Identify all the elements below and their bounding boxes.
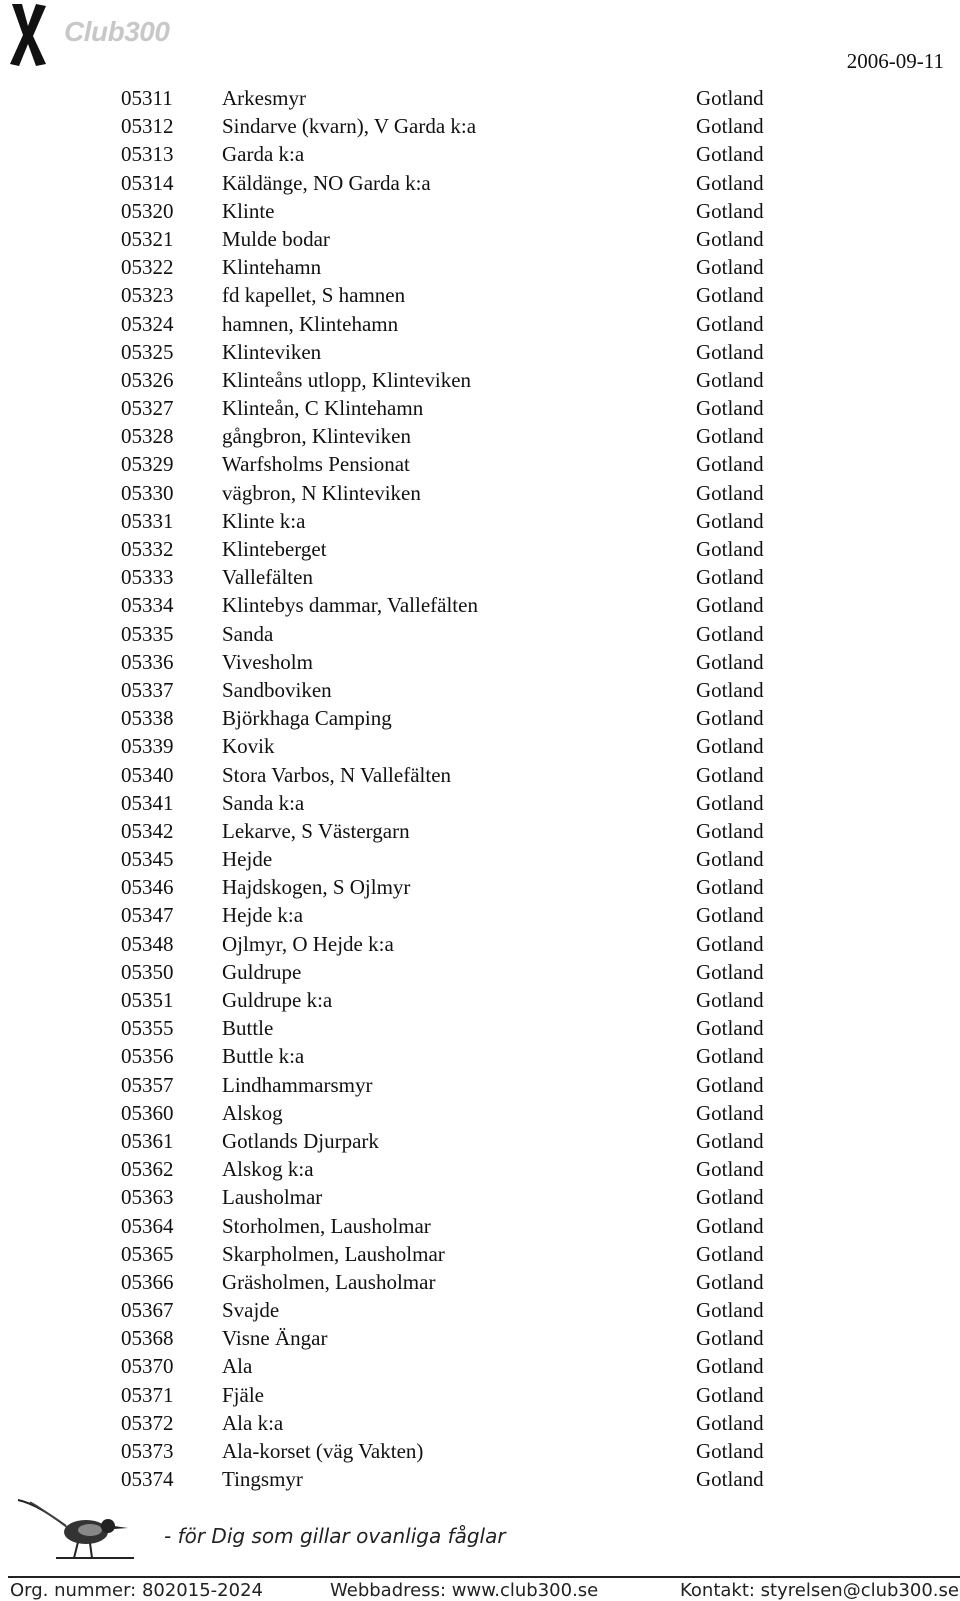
site-region: Gotland [696, 677, 764, 702]
table-row [0, 479, 960, 507]
site-region: Gotland [696, 1410, 764, 1435]
table-row [0, 1352, 960, 1380]
site-region: Gotland [696, 1382, 764, 1407]
site-region: Gotland [696, 1467, 764, 1492]
table-row [0, 817, 960, 845]
table-row [0, 1240, 960, 1268]
site-name: Sanda k:a [222, 790, 305, 815]
site-code: 05361 [121, 1128, 174, 1153]
table-row [0, 676, 960, 704]
site-region: Gotland [696, 1185, 764, 1210]
site-code: 05371 [121, 1382, 174, 1407]
table-row [0, 789, 960, 817]
table-row [0, 1437, 960, 1465]
table-row [0, 732, 960, 760]
site-region: Gotland [696, 762, 764, 787]
site-region: Gotland [696, 706, 764, 731]
site-code: 05334 [121, 593, 174, 618]
logo-text: Club300 [64, 16, 170, 47]
site-region: Gotland [696, 565, 764, 590]
site-name: Skarpholmen, Lausholmar [222, 1241, 445, 1266]
site-region: Gotland [696, 593, 764, 618]
site-code: 05313 [121, 142, 174, 167]
site-name: Vivesholm [222, 649, 313, 674]
site-code: 05360 [121, 1100, 174, 1125]
page-header [0, 0, 960, 80]
site-name: Björkhaga Camping [222, 706, 392, 731]
site-code: 05332 [121, 537, 174, 561]
site-name: gångbron, Klinteviken [222, 424, 411, 449]
site-code: 05312 [121, 114, 174, 139]
table-row [0, 140, 960, 168]
table-row [0, 225, 960, 253]
site-code: 05374 [121, 1467, 174, 1492]
site-code: 05345 [121, 847, 174, 872]
table-row [0, 450, 960, 478]
site-region: Gotland [696, 1044, 764, 1069]
table-row [0, 281, 960, 309]
site-region: Gotland [696, 255, 764, 280]
site-code: 05324 [121, 311, 174, 336]
site-code: 05328 [121, 424, 174, 449]
site-code: 05347 [121, 903, 174, 928]
site-region: Gotland [696, 931, 764, 956]
site-code: 05365 [121, 1241, 174, 1266]
table-row [0, 986, 960, 1014]
contact-email-link[interactable]: Kontakt: styrelsen@club300.se [680, 1580, 959, 1601]
table-row [0, 930, 960, 958]
site-code: 05346 [121, 875, 174, 900]
site-name: Sanda [222, 621, 274, 646]
web-address-link[interactable]: Webbadress: www.club300.se [330, 1580, 599, 1601]
site-name: Lekarve, S Västergarn [222, 818, 410, 843]
site-region: Gotland [696, 734, 764, 759]
site-code: 05322 [121, 255, 174, 280]
site-name: Mulde bodar [222, 226, 330, 251]
table-row [0, 310, 960, 338]
site-region: Gotland [696, 1213, 764, 1238]
table-row [0, 620, 960, 648]
table-row [0, 197, 960, 225]
site-name: Klinte k:a [222, 508, 306, 533]
site-name: Lausholmar [222, 1185, 323, 1210]
site-region: Gotland [696, 339, 764, 364]
site-code: 05364 [121, 1213, 174, 1238]
site-region: Gotland [696, 621, 764, 646]
site-code: 05339 [121, 734, 174, 759]
site-code: 05351 [121, 988, 174, 1012]
club300-x-logo-icon [8, 2, 48, 68]
site-name: Arkesmyr [222, 86, 306, 110]
site-name: Tingsmyr [222, 1467, 303, 1492]
site-name: Ala-korset (väg Vakten) [222, 1439, 424, 1463]
site-region: Gotland [696, 396, 764, 421]
site-name: hamnen, Klintehamn [222, 311, 399, 336]
site-code: 05340 [121, 762, 174, 787]
site-name: Guldrupe k:a [222, 988, 333, 1012]
table-row [0, 563, 960, 591]
site-code: 05362 [121, 1157, 174, 1182]
site-name: Kovik [222, 734, 275, 759]
site-code: 05342 [121, 818, 174, 843]
site-name: Klinte [222, 198, 275, 223]
site-code: 05336 [121, 649, 174, 674]
site-code: 05367 [121, 1298, 174, 1323]
site-code: 05325 [121, 339, 174, 364]
table-row [0, 366, 960, 394]
site-code: 05331 [121, 508, 174, 533]
site-region: Gotland [696, 1072, 764, 1097]
site-code: 05320 [121, 198, 174, 223]
site-code: 05341 [121, 790, 174, 815]
site-region: Gotland [696, 959, 764, 984]
site-name: Klinteberget [222, 537, 327, 561]
site-region: Gotland [696, 198, 764, 223]
table-row [0, 1212, 960, 1240]
page-footer [0, 1490, 960, 1601]
table-row [0, 394, 960, 422]
table-row [0, 1014, 960, 1042]
site-list [0, 84, 960, 1493]
table-row [0, 169, 960, 197]
site-name: Klintebys dammar, Vallefälten [222, 593, 478, 618]
table-row [0, 591, 960, 619]
site-code: 05335 [121, 621, 174, 646]
site-region: Gotland [696, 311, 764, 336]
table-row [0, 845, 960, 873]
site-region: Gotland [696, 1016, 764, 1041]
table-row [0, 422, 960, 450]
table-row [0, 873, 960, 901]
site-region: Gotland [696, 452, 764, 477]
site-name: Storholmen, Lausholmar [222, 1213, 431, 1238]
site-name: Vallefälten [222, 565, 313, 590]
site-name: Garda k:a [222, 142, 305, 167]
site-name: Klinteviken [222, 339, 322, 364]
footer-divider [8, 1576, 960, 1578]
site-code: 05363 [121, 1185, 174, 1210]
site-code: 05357 [121, 1072, 174, 1097]
site-region: Gotland [696, 1269, 764, 1294]
site-region: Gotland [696, 988, 764, 1012]
site-name: Ojlmyr, O Hejde k:a [222, 931, 394, 956]
site-code: 05355 [121, 1016, 174, 1041]
site-code: 05327 [121, 396, 174, 421]
site-code: 05372 [121, 1410, 174, 1435]
site-region: Gotland [696, 1128, 764, 1153]
document-date: 2006-09-11 [846, 49, 944, 73]
site-region: Gotland [696, 537, 764, 561]
site-region: Gotland [696, 790, 764, 815]
site-name: Gräsholmen, Lausholmar [222, 1269, 436, 1294]
site-region: Gotland [696, 170, 764, 195]
site-code: 05338 [121, 706, 174, 731]
site-code: 05314 [121, 170, 174, 195]
table-row [0, 1183, 960, 1211]
site-name: Alskog k:a [222, 1157, 314, 1182]
table-row [0, 253, 960, 281]
site-name: Hejde k:a [222, 903, 304, 928]
table-row [0, 1409, 960, 1437]
site-name: Käldänge, NO Garda k:a [222, 170, 431, 195]
site-code: 05329 [121, 452, 174, 477]
table-row [0, 1268, 960, 1296]
site-name: Ala [222, 1354, 253, 1379]
site-code: 05350 [121, 959, 174, 984]
table-row [0, 1127, 960, 1155]
table-row [0, 1042, 960, 1070]
site-name: vägbron, N Klinteviken [222, 480, 421, 505]
site-name: Hejde [222, 847, 273, 872]
site-region: Gotland [696, 1439, 764, 1463]
site-region: Gotland [696, 818, 764, 843]
site-code: 05368 [121, 1326, 174, 1351]
table-row [0, 338, 960, 366]
site-name: Ala k:a [222, 1410, 284, 1435]
table-row [0, 901, 960, 929]
site-region: Gotland [696, 480, 764, 505]
site-code: 05330 [121, 480, 174, 505]
site-name: Klinteåns utlopp, Klinteviken [222, 367, 472, 392]
site-region: Gotland [696, 114, 764, 139]
table-row [0, 648, 960, 676]
site-name: Warfsholms Pensionat [222, 452, 410, 477]
table-row [0, 704, 960, 732]
site-name: Fjäle [222, 1382, 264, 1407]
site-code: 05366 [121, 1269, 174, 1294]
site-code: 05356 [121, 1044, 174, 1069]
site-name: Buttle k:a [222, 1044, 305, 1069]
site-region: Gotland [696, 1100, 764, 1125]
site-region: Gotland [696, 367, 764, 392]
table-row [0, 535, 960, 563]
table-row [0, 1381, 960, 1409]
site-code: 05333 [121, 565, 174, 590]
site-code: 05370 [121, 1354, 174, 1379]
site-region: Gotland [696, 1157, 764, 1182]
site-name: Buttle [222, 1016, 274, 1041]
table-row [0, 1099, 960, 1127]
site-name: Gotlands Djurpark [222, 1128, 379, 1153]
site-name: Sindarve (kvarn), V Garda k:a [222, 114, 477, 139]
site-code: 05321 [121, 226, 174, 251]
site-name: Klintehamn [222, 255, 322, 280]
site-name: Klinteån, C Klintehamn [222, 396, 424, 421]
site-region: Gotland [696, 142, 764, 167]
org-number: Org. nummer: 802015-2024 [10, 1580, 263, 1601]
site-code: 05337 [121, 677, 174, 702]
table-row [0, 507, 960, 535]
site-region: Gotland [696, 1354, 764, 1379]
site-name: Svajde [222, 1298, 280, 1323]
site-region: Gotland [696, 649, 764, 674]
table-row [0, 1071, 960, 1099]
site-name: Lindhammarsmyr [222, 1072, 373, 1097]
site-region: Gotland [696, 1326, 764, 1351]
site-region: Gotland [696, 283, 764, 308]
site-name: Visne Ängar [222, 1326, 328, 1351]
site-name: Alskog [222, 1100, 283, 1125]
table-row [0, 84, 960, 112]
table-row [0, 112, 960, 140]
site-code: 05373 [121, 1439, 174, 1463]
site-name: Sandboviken [222, 677, 332, 702]
site-region: Gotland [696, 1298, 764, 1323]
bird-logo-icon [16, 1496, 136, 1562]
table-row [0, 1155, 960, 1183]
site-region: Gotland [696, 508, 764, 533]
site-name: Guldrupe [222, 959, 302, 984]
site-region: Gotland [696, 226, 764, 251]
table-row [0, 1296, 960, 1324]
table-row [0, 958, 960, 986]
site-name: Stora Varbos, N Vallefälten [222, 762, 452, 787]
footer-slogan: - för Dig som gillar ovanliga fåglar [164, 1524, 506, 1548]
site-region: Gotland [696, 875, 764, 900]
site-code: 05311 [121, 86, 173, 110]
site-region: Gotland [696, 1241, 764, 1266]
table-row [0, 761, 960, 789]
site-region: Gotland [696, 86, 764, 110]
site-code: 05323 [121, 283, 174, 308]
site-code: 05326 [121, 367, 174, 392]
site-region: Gotland [696, 424, 764, 449]
site-region: Gotland [696, 847, 764, 872]
site-region: Gotland [696, 903, 764, 928]
table-row [0, 1324, 960, 1352]
site-code: 05348 [121, 931, 174, 956]
site-name: fd kapellet, S hamnen [222, 283, 406, 308]
site-name: Hajdskogen, S Ojlmyr [222, 875, 411, 900]
